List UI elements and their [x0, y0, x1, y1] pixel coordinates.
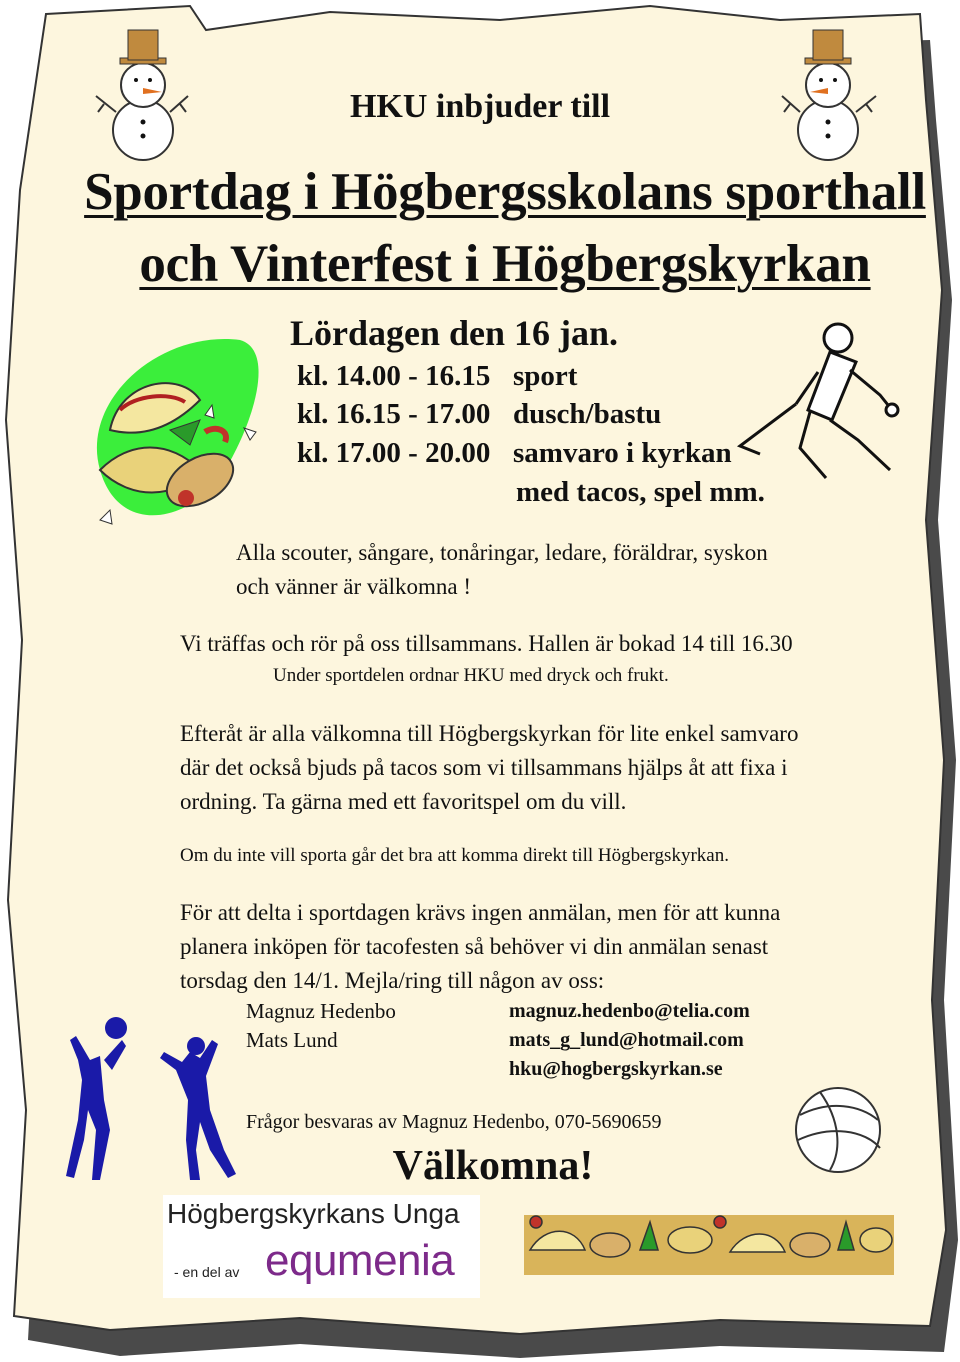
intro-heading: HKU inbjuder till — [349, 88, 611, 125]
signup-line-2: planera inköpen för tacofesten så behöver vi din anmälan senast — [180, 934, 769, 959]
welcome-all-line-2: och vänner är välkomna ! — [236, 574, 472, 599]
after-line-3: ordning. Ta gärna med ett favoritspel om du vill. — [180, 789, 627, 814]
after-line-2: där det också bjuds på tacos som vi tillsammans hjälps åt att fixa i — [180, 755, 788, 780]
title-line-2 — [0, 234, 960, 294]
schedule-time-3: kl. 17.00 - 20.00 — [297, 437, 491, 469]
contact-name-2: Mats Lund — [246, 1028, 338, 1052]
schedule-activity-1: sport — [513, 360, 578, 392]
after-line-1: Efteråt är alla välkomna till Högbergskyrkan för lite enkel samvaro — [180, 721, 799, 746]
schedule-time-1: kl. 14.00 - 16.15 — [297, 360, 491, 392]
title-line-1-text: Sportdag i Högbergsskolans sporthall — [84, 163, 926, 221]
schedule-activity-3: samvaro i kyrkan — [513, 437, 732, 469]
event-date: Lördagen den 16 jan. — [290, 313, 619, 353]
signup-line-3: torsdag den 14/1. Mejla/ring till någon av oss: — [180, 968, 605, 993]
contact-name-1: Magnuz Hedenbo — [246, 999, 396, 1023]
logo-subtitle: - en del av — [174, 1264, 240, 1280]
meet-text: Vi träffas och rör på oss tillsammans. Hallen är bokad 14 till 16.30 — [180, 631, 793, 656]
logo-brand: equmenia — [265, 1236, 455, 1285]
schedule-time-2: kl. 16.15 - 17.00 — [297, 398, 491, 430]
schedule-activity-2: dusch/bastu — [513, 398, 662, 430]
drinks-text: Under sportdelen ordnar HKU med dryck och frukt. — [273, 665, 669, 686]
taco-border-strip — [524, 1215, 894, 1275]
questions-text: Frågor besvaras av Magnuz Hedenbo, 070-5690659 — [246, 1111, 662, 1133]
closing-welcome: Välkomna! — [392, 1143, 594, 1189]
direct-text: Om du inte vill sporta går det bra att komma direkt till Högbergskyrkan. — [180, 845, 729, 866]
contact-email-3[interactable]: hku@hogbergskyrkan.se — [509, 1058, 723, 1080]
logo-org-name: Högbergskyrkans Unga — [167, 1198, 460, 1229]
title-line-1 — [0, 162, 960, 222]
contact-email-2[interactable]: mats_g_lund@hotmail.com — [509, 1029, 744, 1051]
contact-email-1[interactable]: magnuz.hedenbo@telia.com — [509, 1000, 750, 1022]
title-line-2-text: och Vinterfest i Högbergskyrkan — [139, 235, 871, 293]
signup-line-1: För att delta i sportdagen krävs ingen anmälan, men för att kunna — [180, 900, 781, 925]
schedule-extra: med tacos, spel mm. — [516, 476, 765, 508]
welcome-all-line-1: Alla scouter, sångare, tonåringar, ledare, föräldrar, syskon — [236, 540, 768, 565]
